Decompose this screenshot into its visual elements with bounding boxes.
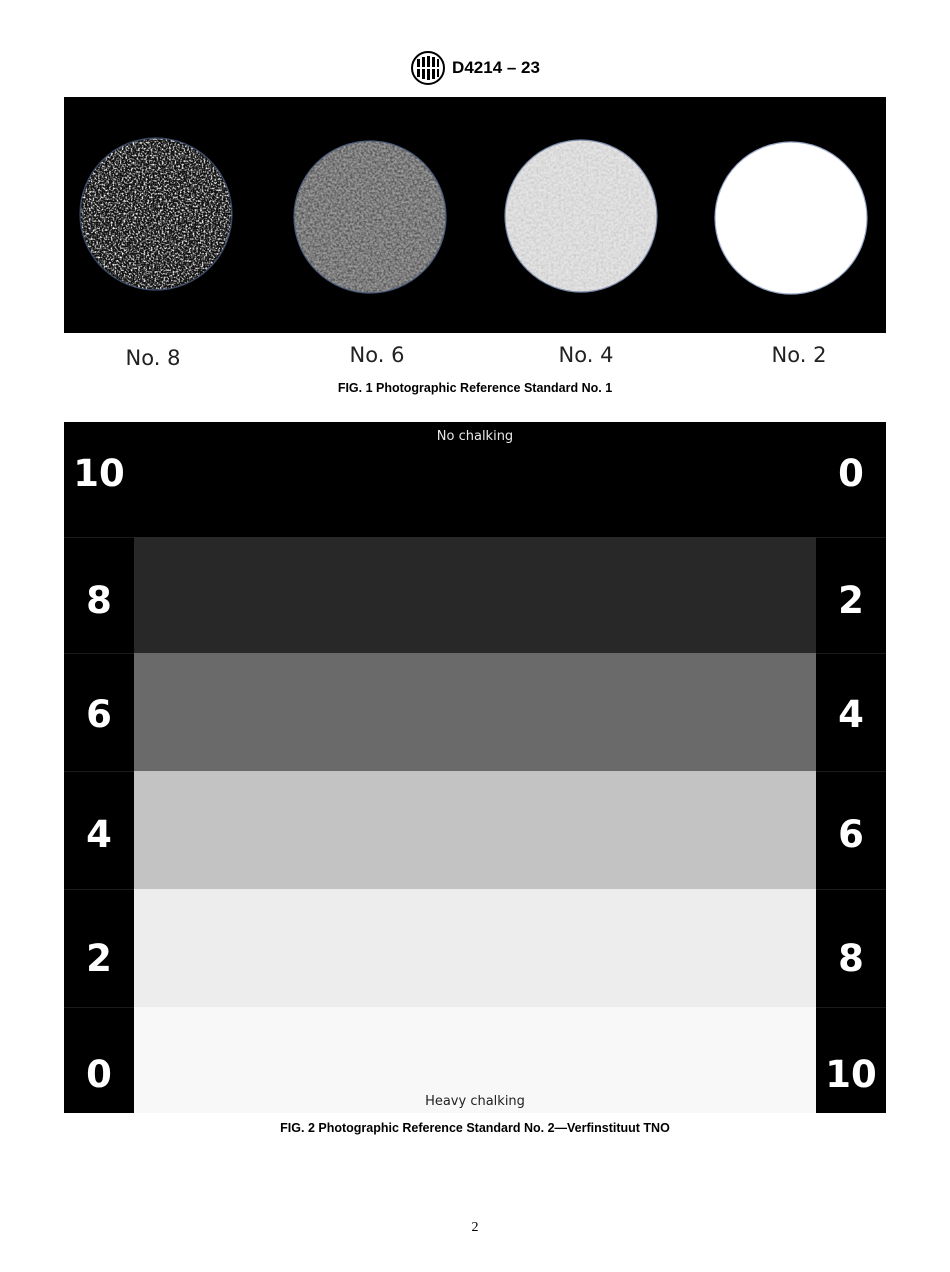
band-5 (134, 889, 816, 1007)
divider (64, 1007, 134, 1008)
label-no-6: No. 6 (349, 343, 405, 367)
circle-no-8 (80, 138, 232, 290)
divider (816, 771, 886, 772)
figure-1-photo (64, 97, 886, 333)
heavy-chalking-label: Heavy chalking (425, 1094, 525, 1109)
figure-1-caption: FIG. 1 Photographic Reference Standard No. 1 (337, 381, 613, 395)
band-4 (134, 771, 816, 889)
left-number: 6 (86, 693, 112, 736)
divider (64, 889, 134, 890)
right-number: 4 (838, 693, 864, 736)
page-header (0, 50, 950, 86)
document-id: D4214 – 23 (452, 58, 540, 77)
divider (816, 653, 886, 654)
circle-no-4 (505, 140, 657, 292)
page-number: 2 (471, 1220, 479, 1235)
circle-no-6 (294, 141, 446, 293)
divider (64, 653, 134, 654)
figure-1-labels (64, 343, 886, 375)
right-scale (816, 422, 886, 1113)
left-number: 8 (86, 579, 112, 622)
right-number: 6 (838, 813, 864, 856)
divider (64, 537, 134, 538)
left-number: 10 (73, 452, 125, 495)
left-number: 0 (86, 1053, 112, 1096)
astm-logo-icon (410, 50, 446, 86)
band-3 (134, 653, 816, 771)
figure-2-photo (64, 422, 886, 1113)
right-number: 10 (825, 1053, 877, 1096)
right-number: 8 (838, 937, 864, 980)
right-number: 0 (838, 452, 864, 495)
label-no-8: No. 8 (125, 346, 181, 370)
divider (64, 771, 134, 772)
label-no-4: No. 4 (558, 343, 614, 367)
left-number: 4 (86, 813, 112, 856)
reference-circles (64, 97, 886, 333)
band-2 (134, 537, 816, 653)
no-chalking-label: No chalking (436, 429, 514, 444)
right-number: 2 (838, 579, 864, 622)
left-scale (64, 422, 134, 1113)
divider (816, 889, 886, 890)
divider (816, 1007, 886, 1008)
left-number: 2 (86, 937, 112, 980)
divider (816, 537, 886, 538)
figure-2-caption: FIG. 2 Photographic Reference Standard No. 2—Verfinstituut TNO (280, 1121, 670, 1135)
circle-no-2 (715, 142, 867, 294)
label-no-2: No. 2 (771, 343, 827, 367)
